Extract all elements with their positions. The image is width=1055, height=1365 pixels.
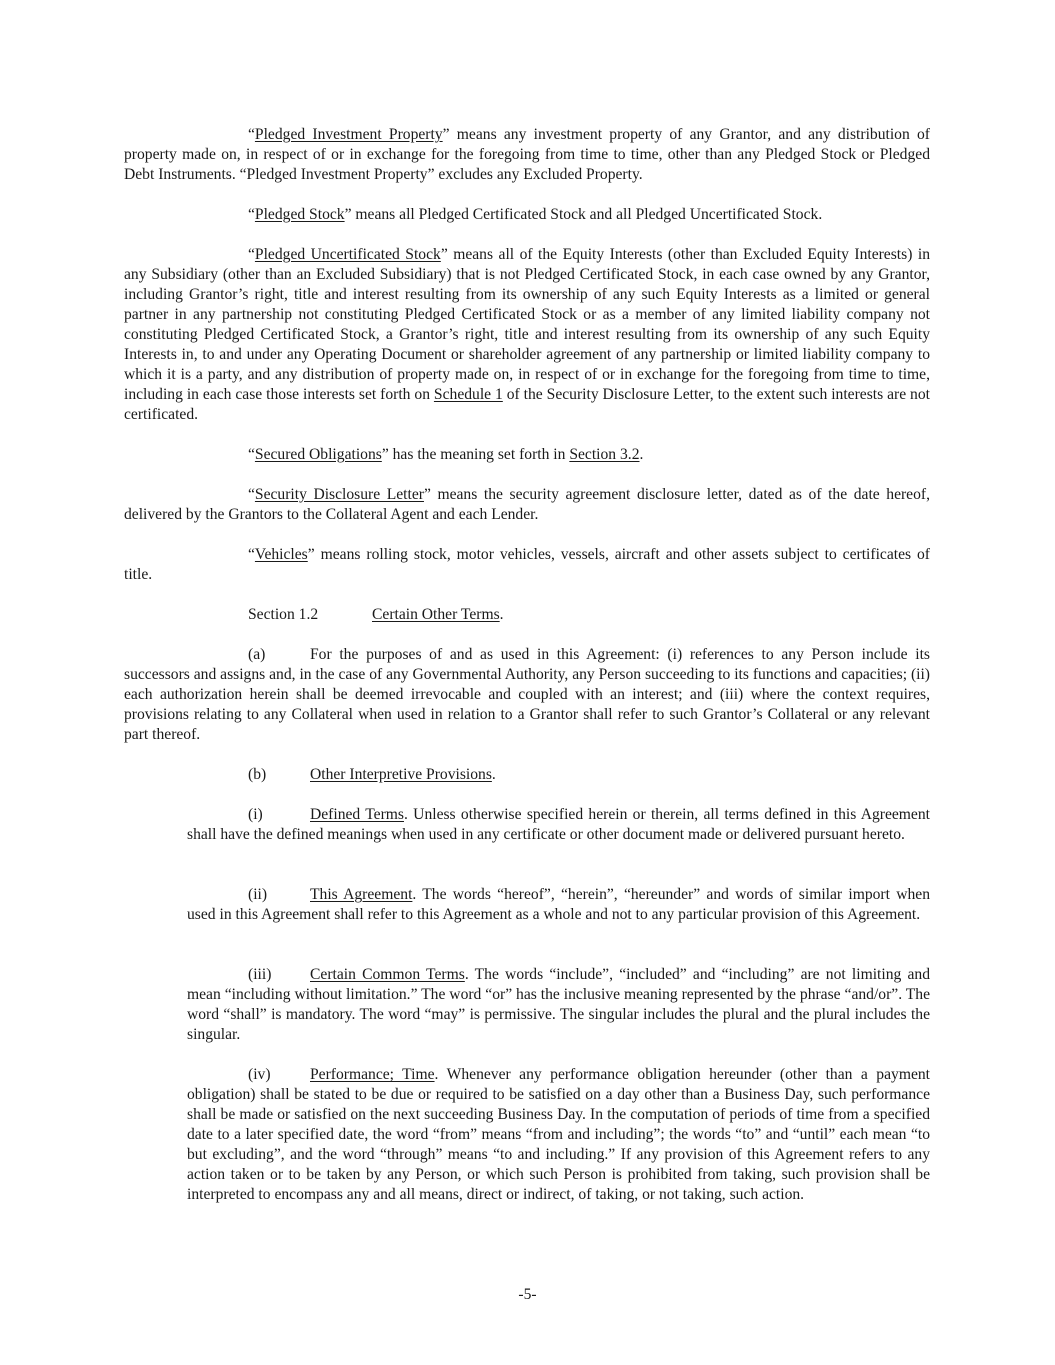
item-iv bbox=[187, 1065, 930, 1205]
defined-term: Vehicles bbox=[254, 546, 308, 563]
item-label: (iv) bbox=[248, 1066, 271, 1083]
item-text: . The words “include”, “included” and “including” are not limiting and mean “including without limitation.” The word “or” has the inclusive meaning represented by the phrase “and/or”. The word “shall” is mandatory. The word “may” is permissive. The singular includes the plural and the plural includes the singular. bbox=[187, 966, 931, 1043]
definition-text: has the meaning set forth in bbox=[388, 446, 570, 463]
item-text: . The words “hereof”, “herein”, “hereunder” and words of similar import when used in this Agreement shall refer to this Agreement as a whole and not to any particular provision of this Agreement. bbox=[187, 886, 930, 923]
page-number: -5- bbox=[518, 1286, 537, 1303]
definition-text: means all of the Equity Interests (other than Excluded Equity Interests) in any Subsidiary (other than an Excluded Subsidiary) that is not Pledged Certificated Stock, in each case owned by any Grantor, including Grantor’s right, title and interest resulting from its ownership of any such Equity Interests as a limited or general partner in any partnership not constituting Pledged Certificated Stock or as a member of any limited liability company not constituting Pledged Certificated Stock, a Grantor’s right, title and interest resulting from its ownership of any such Equity Interests in, to and under any Operating Document or shareholder agreement of any partnership or limited liability company to which it is a party, and any distribution of property made on, in respect of or in exchange for the foregoing from time to time, including in each case those interests set forth on bbox=[124, 246, 930, 403]
item-title: This Agreement bbox=[310, 886, 413, 903]
defined-term: Pledged Uncertificated Stock bbox=[254, 246, 441, 263]
subsection-a bbox=[124, 645, 930, 745]
item-title: Performance; Time bbox=[310, 1066, 435, 1083]
item-label: (i) bbox=[248, 806, 263, 823]
subsection-title: Other Interpretive Provisions bbox=[310, 766, 492, 783]
item-title: Defined Terms bbox=[310, 806, 404, 823]
item-text: . Whenever any performance obligation hereunder (other than a payment obligation) shall be stated to be due or required to be satisfied on a day other than a Business Day, such performance shall be made or satisfied on the next succeeding Business Day. In the computation of periods of time from a specified date to a later specified date, the word “from” means “from and including”; the words “to” and “until” each mean “to but excluding”, and the word “through” means “to and including.” If any provision of this Agreement refers to any action taken or to be taken by any Person, or which such Person is prohibited from taking, such provision shall be interpreted to encompass any and all means, direct or indirect, of taking, or not taking, such action. bbox=[187, 1066, 931, 1203]
section-title: Certain Other Terms bbox=[372, 606, 500, 623]
defined-term: Pledged Investment Property bbox=[254, 126, 443, 143]
definition-text: means rolling stock, motor vehicles, vessels, aircraft and other assets subject to certificates of title. bbox=[124, 546, 930, 583]
subsection-label: (a) bbox=[248, 646, 266, 663]
item-iii bbox=[187, 965, 930, 1045]
item-i bbox=[187, 805, 930, 845]
subsection-text: For the purposes of and as used in this Agreement: (i) references to any Person include its successors and assigns and, in the case of any Governmental Authority, any Person succeeding to its functions and capacities; (ii) each authorization herein shall be deemed irrevocable and coupled with an interest; and (iii) where the context requires, provisions relating to any Collateral when used in relation to a Grantor shall refer to such Grantor’s Collateral or any relevant part thereof. bbox=[124, 646, 930, 743]
definition-text: means the security agreement disclosure letter, dated as of the date hereof, delivered by the Grantors to the Collateral Agent and each Lender. bbox=[124, 486, 930, 523]
defined-term: Secured Obligations bbox=[254, 446, 382, 463]
section-reference: Section 3.2 bbox=[569, 446, 640, 463]
subsection-label: (b) bbox=[248, 766, 267, 783]
item-label: (ii) bbox=[248, 886, 268, 903]
definition-pledged-investment-property: “Pledged Investment Property” means any investment property of any Grantor, and any distribution of property made on, in respect of or in exchange for the foregoing from time to time, other than any Pledged Stock or Pledged Debt Instruments. “Pledged Investment Property” excludes any Excluded Property. bbox=[124, 126, 930, 183]
definition-vehicles: “Vehicles” means rolling stock, motor vehicles, vessels, aircraft and other assets subject to certificates of title. bbox=[124, 546, 930, 583]
definition-text-after: of the Security Disclosure Letter, to the extent such interests are not certificated. bbox=[124, 386, 930, 423]
definition-text-after: . bbox=[639, 446, 644, 463]
definition-pledged-uncertificated-stock: “Pledged Uncertificated Stock” means all of the Equity Interests (other than Excluded Equity Interests) in any Subsidiary (other than an Excluded Subsidiary) that is not Pledged Certificated Stock, in each case owned by any Grantor, including Grantor’s right, title and interest resulting from its ownership of any such Equity Interests as a limited or general partner in any partnership not constituting Pledged Certificated Stock or as a member of any limited liability company not constituting Pledged Certificated Stock, a Grantor’s right, title and interest resulting from its ownership of any such Equity Interests in, to and under any Operating Document or shareholder agreement of any partnership or limited liability company to which it is a party, and any distribution of property made on, in respect of or in exchange for the foregoing from time to time, including in each case those interests set forth on Schedule 1 of the Security Disclosure Letter, to the extent such interests are not certificated. bbox=[124, 246, 930, 423]
definition-security-disclosure-letter: “Security Disclosure Letter” means the security agreement disclosure letter, dated as of the date hereof, delivered by the Grantors to the Collateral Agent and each Lender. bbox=[124, 486, 930, 523]
definition-text: means any investment property of any Grantor, and any distribution of property made on, in respect of or in exchange for the foregoing from time to time, other than any Pledged Stock or Pledged Debt Instruments. “Pledged Investment Property” excludes any Excluded Property. bbox=[124, 126, 930, 183]
section-number: Section 1.2 bbox=[248, 606, 319, 623]
definition-secured-obligations: “Secured Obligations” has the meaning set forth in Section 3.2. bbox=[248, 446, 644, 463]
item-label: (iii) bbox=[248, 966, 272, 983]
schedule-reference: Schedule 1 bbox=[433, 386, 503, 403]
defined-term: Security Disclosure Letter bbox=[254, 486, 424, 503]
subsection-title-after: . bbox=[491, 766, 496, 783]
item-text: . Unless otherwise specified herein or therein, all terms defined in this Agreement shall have the defined meanings when used in any certificate or other document made or delivered pursuant hereto. bbox=[187, 806, 930, 843]
item-ii bbox=[187, 885, 930, 925]
definition-text: means all Pledged Certificated Stock and all Pledged Uncertificated Stock. bbox=[351, 206, 823, 223]
section-title-after: . bbox=[499, 606, 504, 623]
defined-term: Pledged Stock bbox=[254, 206, 345, 223]
item-title: Certain Common Terms bbox=[310, 966, 465, 983]
definition-pledged-stock: “Pledged Stock” means all Pledged Certificated Stock and all Pledged Uncertificated Stock. bbox=[248, 206, 823, 223]
